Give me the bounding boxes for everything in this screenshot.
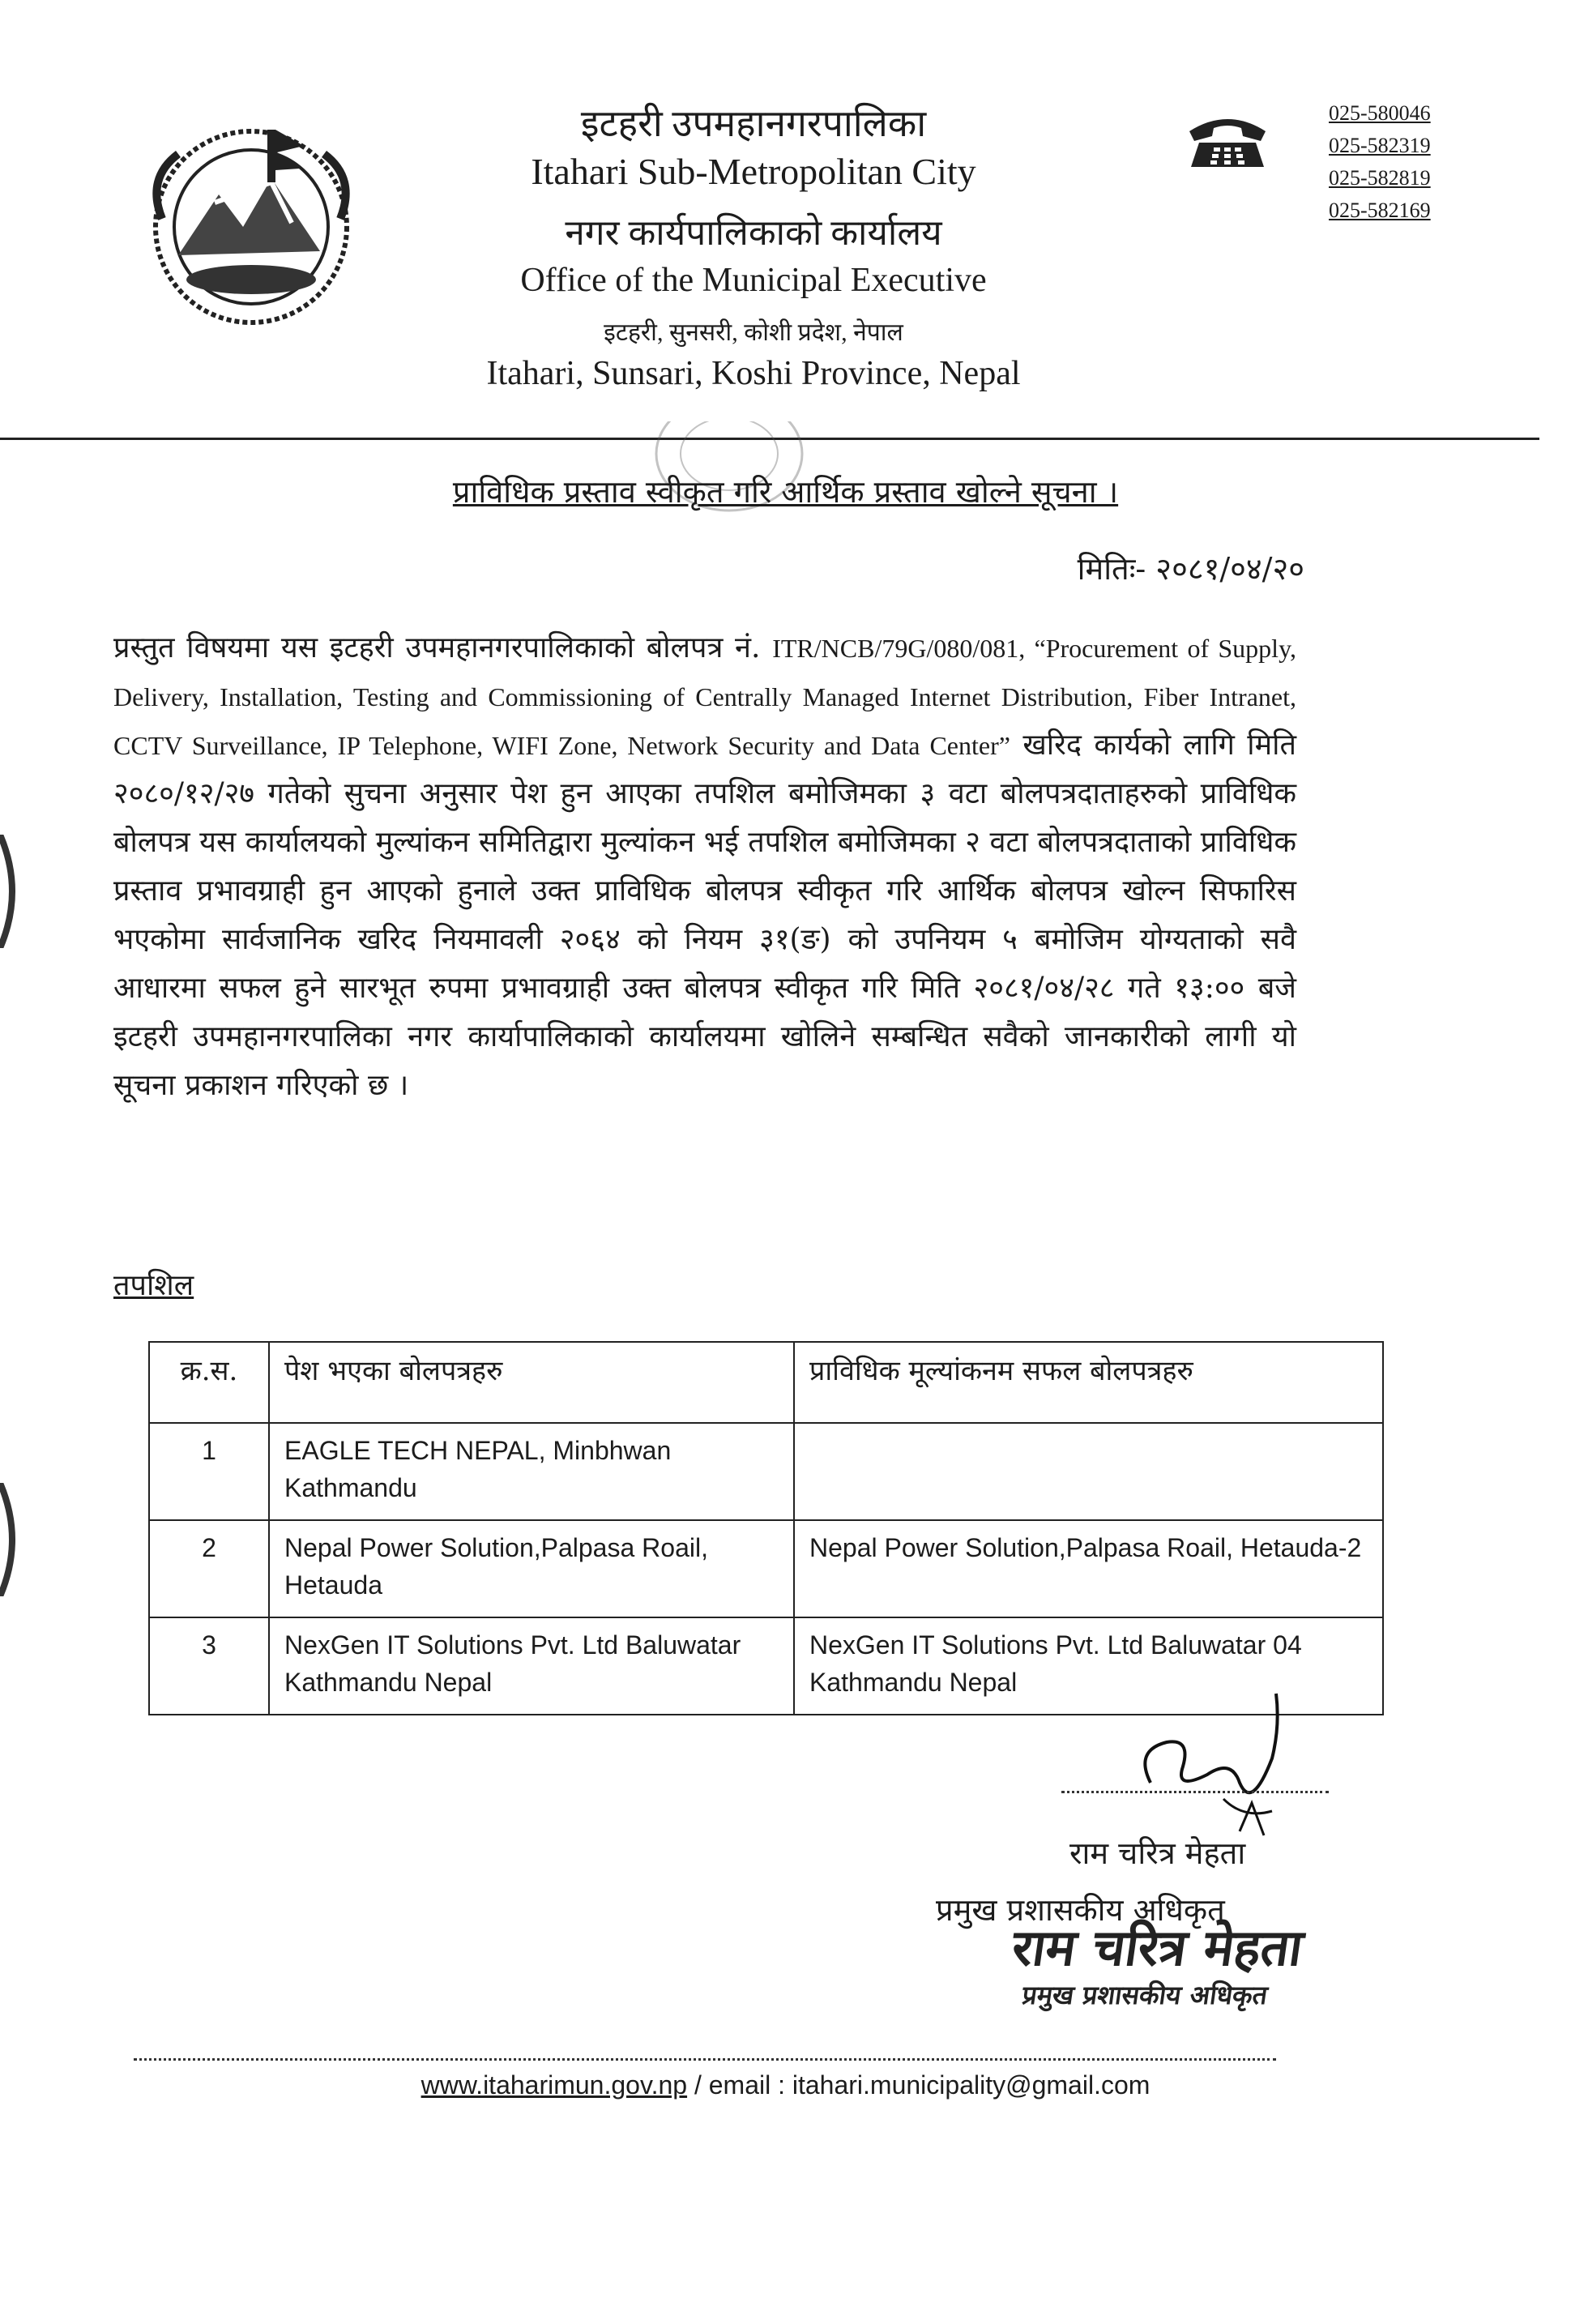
table-row <box>149 1423 1383 1520</box>
signature-line <box>1061 1791 1329 1793</box>
phone-number: 025-582819 <box>1329 166 1431 190</box>
seal-title: प्रमुख प्रशासकीय अधिकृत <box>1020 1980 1270 2010</box>
footer-divider <box>134 2058 1276 2061</box>
executive-office-nepali: नगर कार्यपालिकाको कार्यालय <box>565 213 942 253</box>
bidders-table <box>148 1341 1384 1715</box>
phone-numbers <box>1329 97 1431 227</box>
website-link[interactable]: www.itaharimun.gov.np <box>420 2070 688 2100</box>
phone-number: 025-582319 <box>1329 134 1431 157</box>
successful-bid-cell <box>794 1423 1383 1520</box>
address-english: Itahari, Sunsari, Koshi Province, Nepal <box>486 355 1021 392</box>
serial-cell: 1 <box>149 1423 269 1520</box>
body-text-part2: खरिद कार्यको लागि मिति २०८०/१२/२७ गतेको सुचना अनुसार पेश हुन आएका तपशिल बमोजिमका ३ वटा बोलपत्रदाताहरुको प्राविधिक बोलपत्र यस कार्यालयको मुल्यांकन समितिद्वारा मुल्यांकन भई तपशिल बमोजिमका २ वटा बोलपत्रदाताको प्राविधिक प्रस्ताव प्रभावग्राही हुन आएको हुनाले उक्त प्राविधिक बोलपत्र स्वीकृत गरि आर्थिक बोलपत्र खोल्न सिफारिस भएकोमा सार्वजानिक खरिद नियमावली २०६४ को नियम ३१(ङ) को उपनियम ५ बमोजिम योग्यताको सवै आधारमा सफल हुने सारभूत रुपमा प्रभावग्राही उक्त बोलपत्र स्वीकृत गरि मिति २०८१/०४/२८ गते १३:०० बजे इटहरी उपमहानगरपालिका नगर कार्यापालिकाको कार्यालयमा खोलिने सम्बन्धित सवैको जानकारीको लागी यो सूचना प्रकाशन गरिएको छ । <box>113 728 1296 1102</box>
office-name-nepali: इटहरी उपमहानगरपालिका <box>580 103 927 144</box>
serial-cell: 3 <box>149 1617 269 1715</box>
column-header-serial: क्र.स. <box>149 1342 269 1423</box>
phone-number: 025-582169 <box>1329 199 1431 222</box>
column-header-submitted-bids: पेश भएका बोलपत्रहरु <box>269 1342 794 1423</box>
submitted-bid-cell: NexGen IT Solutions Pvt. Ltd Baluwatar Kathmandu Nepal <box>269 1617 794 1715</box>
scan-edge-mark <box>0 835 24 948</box>
column-header-successful-bids: प्राविधिक मूल्यांकनम सफल बोलपत्रहरु <box>794 1342 1383 1423</box>
email-text: / email : itahari.municipality@gmail.com <box>687 2070 1151 2100</box>
notice-body <box>113 624 1296 1110</box>
office-name-english: Itahari Sub-Metropolitan City <box>531 151 976 192</box>
executive-office-english: Office of the Municipal Executive <box>520 262 987 299</box>
signatory-name: राम चरित्र मेहता <box>1069 1835 1246 1871</box>
notice-subject: प्राविधिक प्रस्ताव स्वीकृत गरि आर्थिक प्रस्ताव खोल्ने सूचना । <box>452 474 1119 510</box>
successful-bid-cell: NexGen IT Solutions Pvt. Ltd Baluwatar 04 Kathmandu Nepal <box>794 1617 1383 1715</box>
signature-icon <box>1102 1677 1361 1839</box>
notice-date: मितिः- २०८१/०४/२० <box>1077 551 1304 587</box>
bid-reference: ITR/NCB/79G/080/081, “Procurement of Supply, Delivery, Installation, Testing and Commissioning of Centrally Managed Internet Distribution, Fiber Intranet, CCTV Surveillance, IP Telephone, WIFI Zone, Network Security and Data Center” <box>113 634 1296 760</box>
serial-cell: 2 <box>149 1520 269 1617</box>
telephone-icon <box>1183 113 1272 170</box>
seal-name: राम चरित्र मेहता <box>1008 1918 1307 1977</box>
address-nepali: इटहरी, सुनसरी, कोशी प्रदेश, नेपाल <box>604 319 903 346</box>
table-header-row <box>149 1342 1383 1423</box>
scan-edge-mark <box>0 1483 24 1596</box>
signatory-title: प्रमुख प्रशासकीय अधिकृत <box>936 1892 1225 1928</box>
submitted-bid-cell: Nepal Power Solution,Palpasa Roail, Hetauda <box>269 1520 794 1617</box>
body-text-part1: प्रस्तुत विषयमा यस इटहरी उपमहानगरपालिकाको बोलपत्र नं. <box>113 631 773 664</box>
successful-bid-cell: Nepal Power Solution,Palpasa Roail, Hetauda-2 <box>794 1520 1383 1617</box>
nepal-emblem-icon <box>130 105 373 332</box>
table-row <box>149 1520 1383 1617</box>
footer-contact <box>0 2070 1571 2100</box>
phone-number: 025-580046 <box>1329 101 1431 125</box>
submitted-bid-cell: EAGLE TECH NEPAL, Minbhwan Kathmandu <box>269 1423 794 1520</box>
schedule-label: तपशिल <box>113 1269 194 1302</box>
